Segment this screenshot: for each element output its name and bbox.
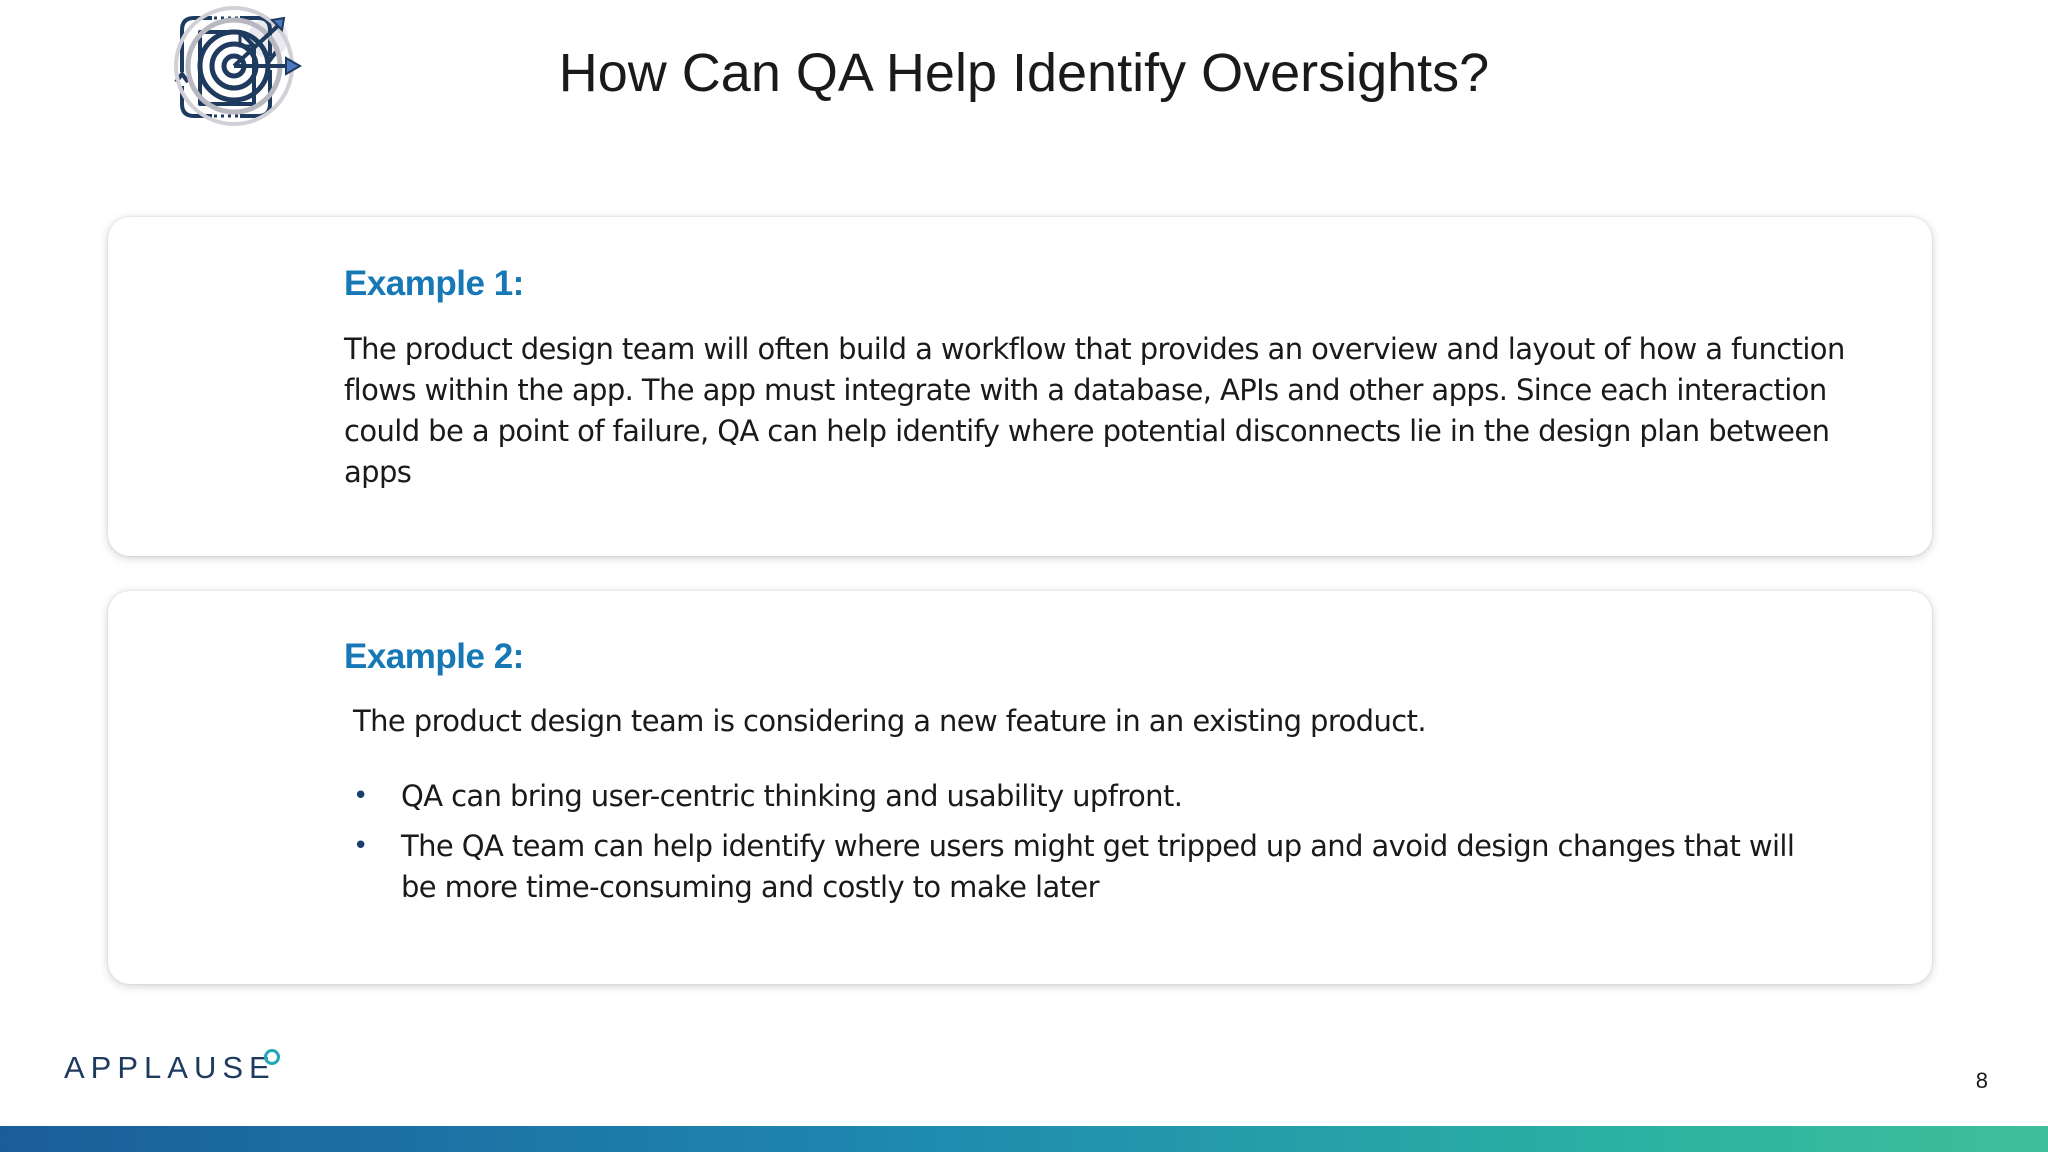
bullet-text: QA can bring user-centric thinking and usability upfront. [401, 779, 1183, 813]
example-1-heading: Example 1: [344, 264, 524, 303]
bullet-dot: • [353, 831, 368, 861]
slide-title: How Can QA Help Identify Oversights? [558, 43, 1490, 103]
logo-circle-icon [264, 1049, 280, 1065]
example-2-bullet-list [353, 776, 1833, 917]
page-number: 8 [1975, 1068, 1988, 1093]
bullet-dot: • [353, 781, 368, 811]
example-2-heading: Example 2: [344, 637, 524, 676]
bullet-text: The QA team can help identify where users might get tripped up and avoid design changes that will be more time-consuming and costly to make later [401, 829, 1795, 904]
list-item [353, 826, 1833, 908]
list-item [353, 776, 1833, 817]
applause-logo: APPLAUSE [64, 1050, 276, 1085]
bottom-gradient-bar [0, 1126, 2048, 1152]
example-2-body: The product design team is considering a new feature in an existing product. [353, 704, 1426, 738]
example-1-body: The product design team will often build a workflow that provides an overview and layout of how a function flows within the app. The app must integrate with a database, APIs and other apps. Since each interaction could be a point of failure, QA can help identify where potential disconnects lie in the design plan between apps [344, 332, 1845, 489]
target-arrows-icon [168, 0, 308, 140]
